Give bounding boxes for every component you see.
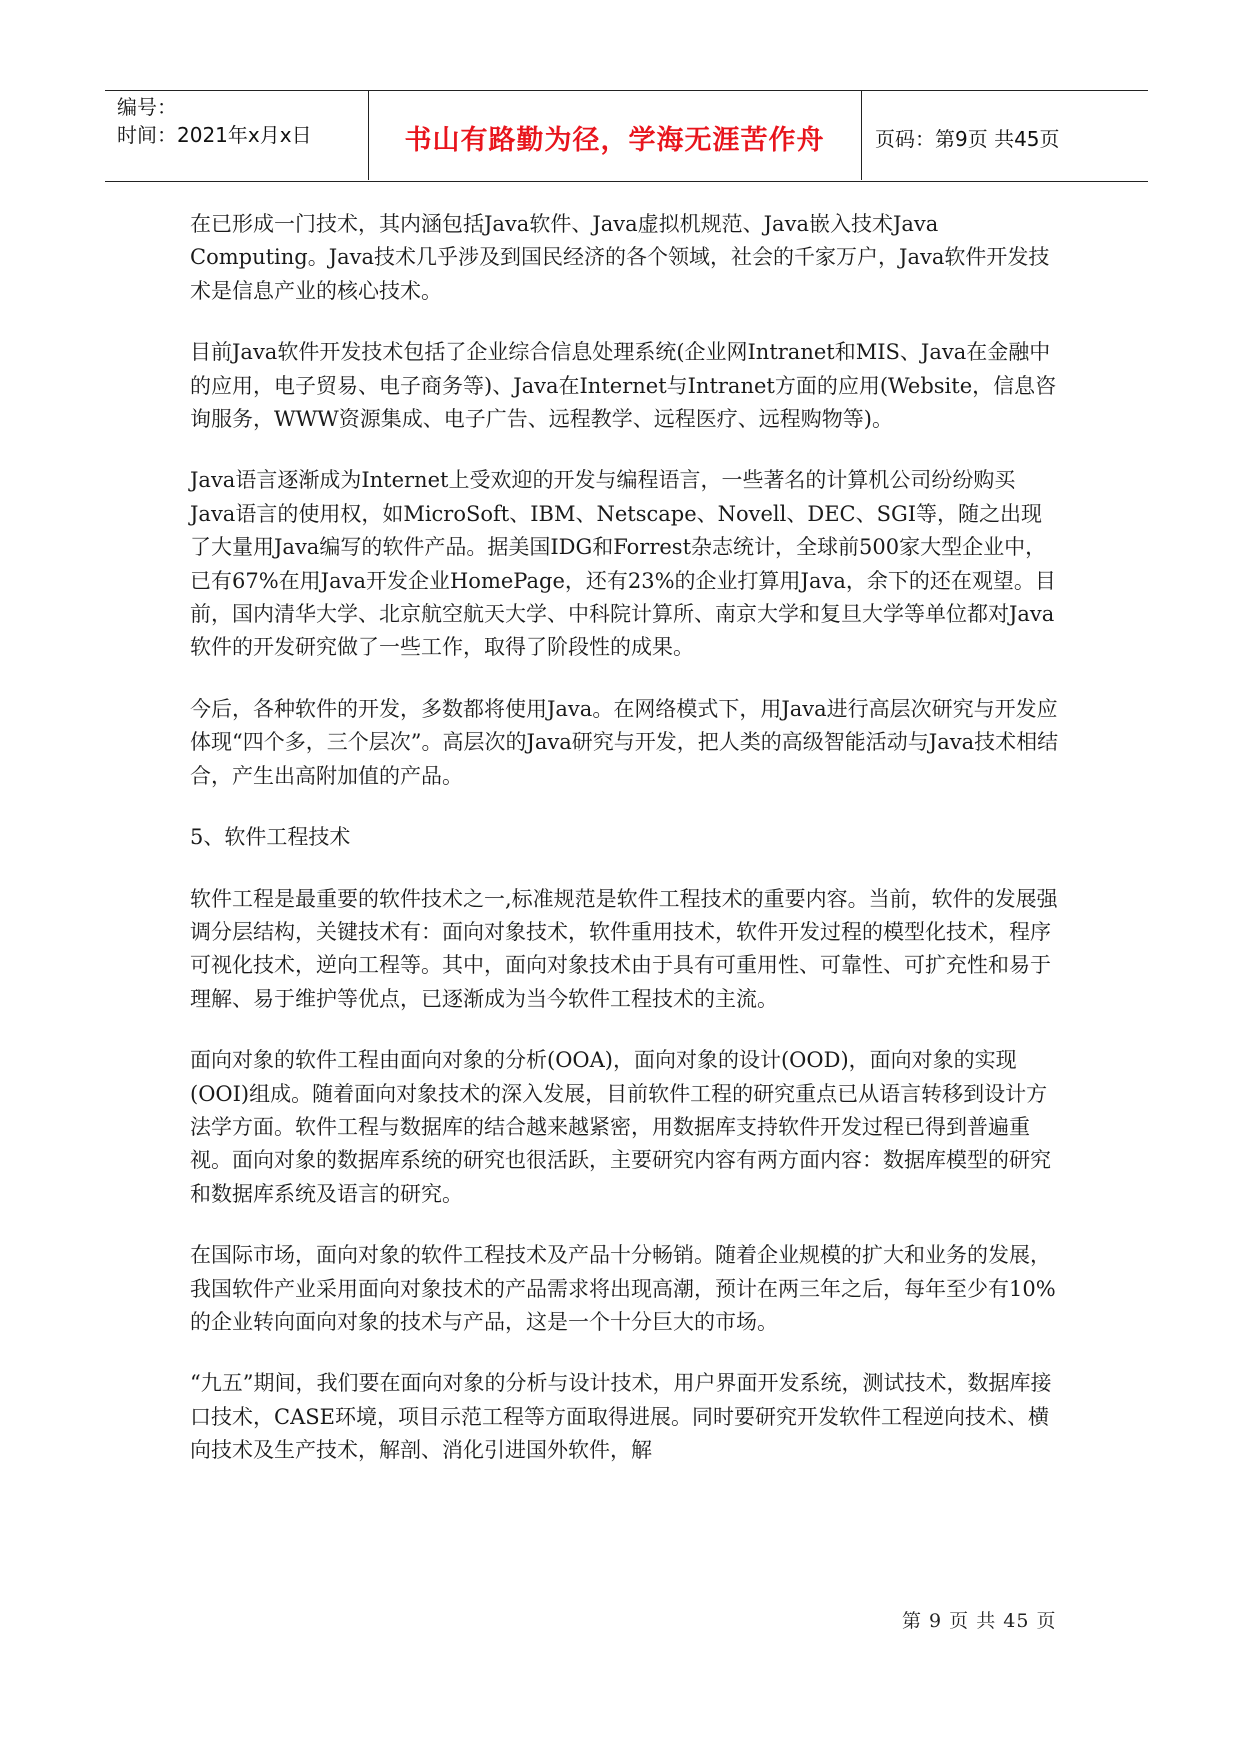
paragraph: 今后，各种软件的开发，多数都将使用Java。在网络模式下，用Java进行高层次研究与开发应体现“四个多，三个层次”。高层次的Java研究与开发，把人类的高级智能活动与Java技术相结合，产生出高附加值的产品。 xyxy=(190,696,1059,788)
paragraph: 在已形成一门技术，其内涵包括Java软件、Java虚拟机规范、Java嵌入技术Java Computing。Java技术几乎涉及到国民经济的各个领域，社会的千家万户，Java软件开发技术是信息产业的核心技术。 xyxy=(190,212,1050,303)
document-number-label: 编号： xyxy=(117,95,177,119)
page-footer: 第 9 页 共 45 页 xyxy=(902,1610,1057,1632)
document-time-label: 时间：2021年x月x日 xyxy=(117,123,312,147)
paragraph: Java语言逐渐成为Internet上受欢迎的开发与编程语言，一些著名的计算机公司纷纷购买Java语言的使用权，如MicroSoft、IBM、Netscape、Novell、DEC、SGI等，随之出现了大量用Java编写的软件产品。据美国IDG和Forrest杂志统计，全球前500家大型企业中，已有67%在用Java开发企业HomePage，还有23%的企业打算用Java，余下的还在观望。目前，国内清华大学、北京航空航天大学、中科院计算所、南京大学和复旦大学等单位都对Java软件的开发研究做了一些工作，取得了阶段性的成果。 xyxy=(190,468,1056,660)
paragraph: 在国际市场，面向对象的软件工程技术及产品十分畅销。随着企业规模的扩大和业务的发展，我国软件产业采用面向对象技术的产品需求将出现高潮，预计在两三年之后，每年至少有10%的企业转向面向对象的技术与产品，这是一个十分巨大的市场。 xyxy=(190,1243,1056,1334)
paragraph: 面向对象的软件工程由面向对象的分析(OOA)，面向对象的设计(OOD)，面向对象的实现(OOI)组成。随着面向对象技术的深入发展，目前软件工程的研究重点已从语言转移到设计方法学方面。软件工程与数据库的结合越来越紧密，用数据库支持软件开发过程已得到普遍重视。面向对象的数据库系统的研究也很活跃，主要研究内容有两方面内容：数据库模型的研究和数据库系统及语言的研究。 xyxy=(190,1048,1051,1206)
page-header xyxy=(105,90,1148,182)
paragraph: 软件工程是最重要的软件技术之一,标准规范是软件工程技术的重要内容。当前，软件的发展强调分层结构，关键技术有：面向对象技术，软件重用技术，软件开发过程的模型化技术，程序可视化技术，逆向工程等。其中，面向对象技术由于具有可重用性、可靠性、可扩充性和易于理解、易于维护等优点，已逐渐成为当今软件工程技术的主流。 xyxy=(190,886,1058,1011)
section-heading: 5、软件工程技术 xyxy=(190,825,351,850)
header-divider-right xyxy=(861,91,862,180)
document-body xyxy=(190,208,1060,1496)
paragraph: 目前Java软件开发技术包括了企业综合信息处理系统(企业网Intranet和MIS、Java在金融中的应用，电子贸易、电子商务等)、Java在Internet与Intranet方面的应用(Website，信息咨询服务，WWW资源集成、电子广告、远程教学、远程医疗、远程购物等)。 xyxy=(190,340,1057,432)
paragraph: “九五”期间，我们要在面向对象的分析与设计技术，用户界面开发系统，测试技术，数据库接口技术，CASE环境，项目示范工程等方面取得进展。同时要研究开发软件工程逆向技术、横向技术及生产技术，解剖、消化引进国外软件，解 xyxy=(190,1371,1052,1463)
header-page-info: 页码：第9页 共45页 xyxy=(875,127,1060,151)
header-motto: 书山有路勤为径，学海无涯苦作舟 xyxy=(404,125,825,156)
